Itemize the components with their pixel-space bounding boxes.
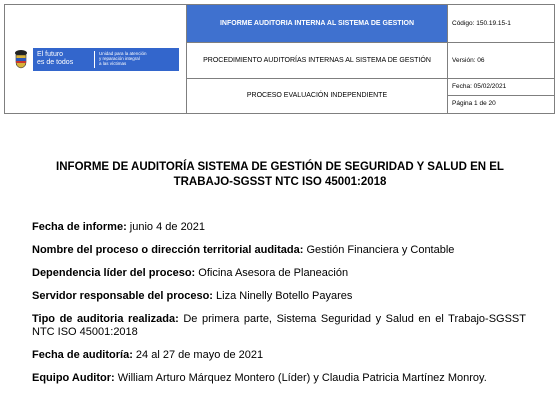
field-label: Tipo de auditoria realizada: [32, 313, 179, 325]
entity-name [95, 48, 179, 71]
field-audit-type [32, 313, 526, 339]
field-value: 24 al 27 de mayo de 2021 [132, 349, 264, 361]
brand-text [33, 48, 94, 71]
field-label: Servidor responsable del proceso: [32, 290, 213, 302]
logo [5, 48, 186, 71]
coat-of-arms-icon [13, 49, 29, 69]
field-value: Gestión Financiera y Contable [303, 244, 455, 256]
field-label: Fecha de informe: [32, 221, 127, 233]
logo-cell [5, 5, 187, 114]
page-number: Página 1 de 20 [448, 95, 554, 112]
report-fields [32, 221, 526, 395]
document-date: Fecha: 05/02/2021 [452, 83, 507, 91]
field-process-name [32, 244, 526, 257]
document-version: Versión: 06 [448, 43, 555, 78]
field-report-date [32, 221, 526, 234]
field-label: Dependencia líder del proceso: [32, 267, 196, 279]
date-page-cell [448, 78, 555, 113]
document-code: Código: 150.19.15-1 [448, 5, 555, 43]
entity-line-2: y reparación integral [99, 55, 140, 61]
field-lead-unit [32, 267, 526, 280]
field-value: junio 4 de 2021 [126, 221, 206, 233]
field-value: Liza Ninelly Botello Payares [212, 290, 353, 302]
field-label: Equipo Auditor: [32, 372, 115, 384]
field-responsible-official [32, 290, 526, 303]
field-value: Oficina Asesora de Planeación [195, 267, 349, 279]
procedure-title: PROCEDIMIENTO AUDITORÍAS INTERNAS AL SISTEMA DE GESTIÓN [187, 43, 448, 78]
document-title-line-2: TRABAJO-SGSST NTC ISO 45001:2018 [173, 176, 387, 188]
field-label: Fecha de auditoría: [32, 349, 133, 361]
field-label: Nombre del proceso o dirección territorial auditada: [32, 244, 304, 256]
brand-line-2: es de todos [37, 58, 74, 66]
entity-line-1: Unidad para la atención [99, 50, 147, 56]
brand-badge [33, 48, 179, 71]
field-audit-team [32, 372, 526, 385]
entity-line-3: a las víctimas [99, 60, 127, 66]
report-type-title: INFORME AUDITORIA INTERNA AL SISTEMA DE GESTION [187, 5, 448, 43]
field-audit-date [32, 349, 526, 362]
process-title: PROCESO EVALUACIÓN INDEPENDIENTE [187, 78, 448, 113]
field-value: De primera parte, Sistema Seguridad y Salud en el Trabajo-SGSST NTC ISO 45001:2018 [32, 313, 526, 338]
brand-line-1: El futuro [37, 50, 64, 58]
document-header-table [4, 4, 555, 114]
document-title [40, 160, 520, 190]
field-value: William Arturo Márquez Montero (Líder) y Claudia Patricia Martínez Monroy. [114, 372, 487, 384]
document-title-line-1: INFORME DE AUDITORÍA SISTEMA DE GESTIÓN DE SEGURIDAD Y SALUD EN EL [56, 161, 504, 173]
